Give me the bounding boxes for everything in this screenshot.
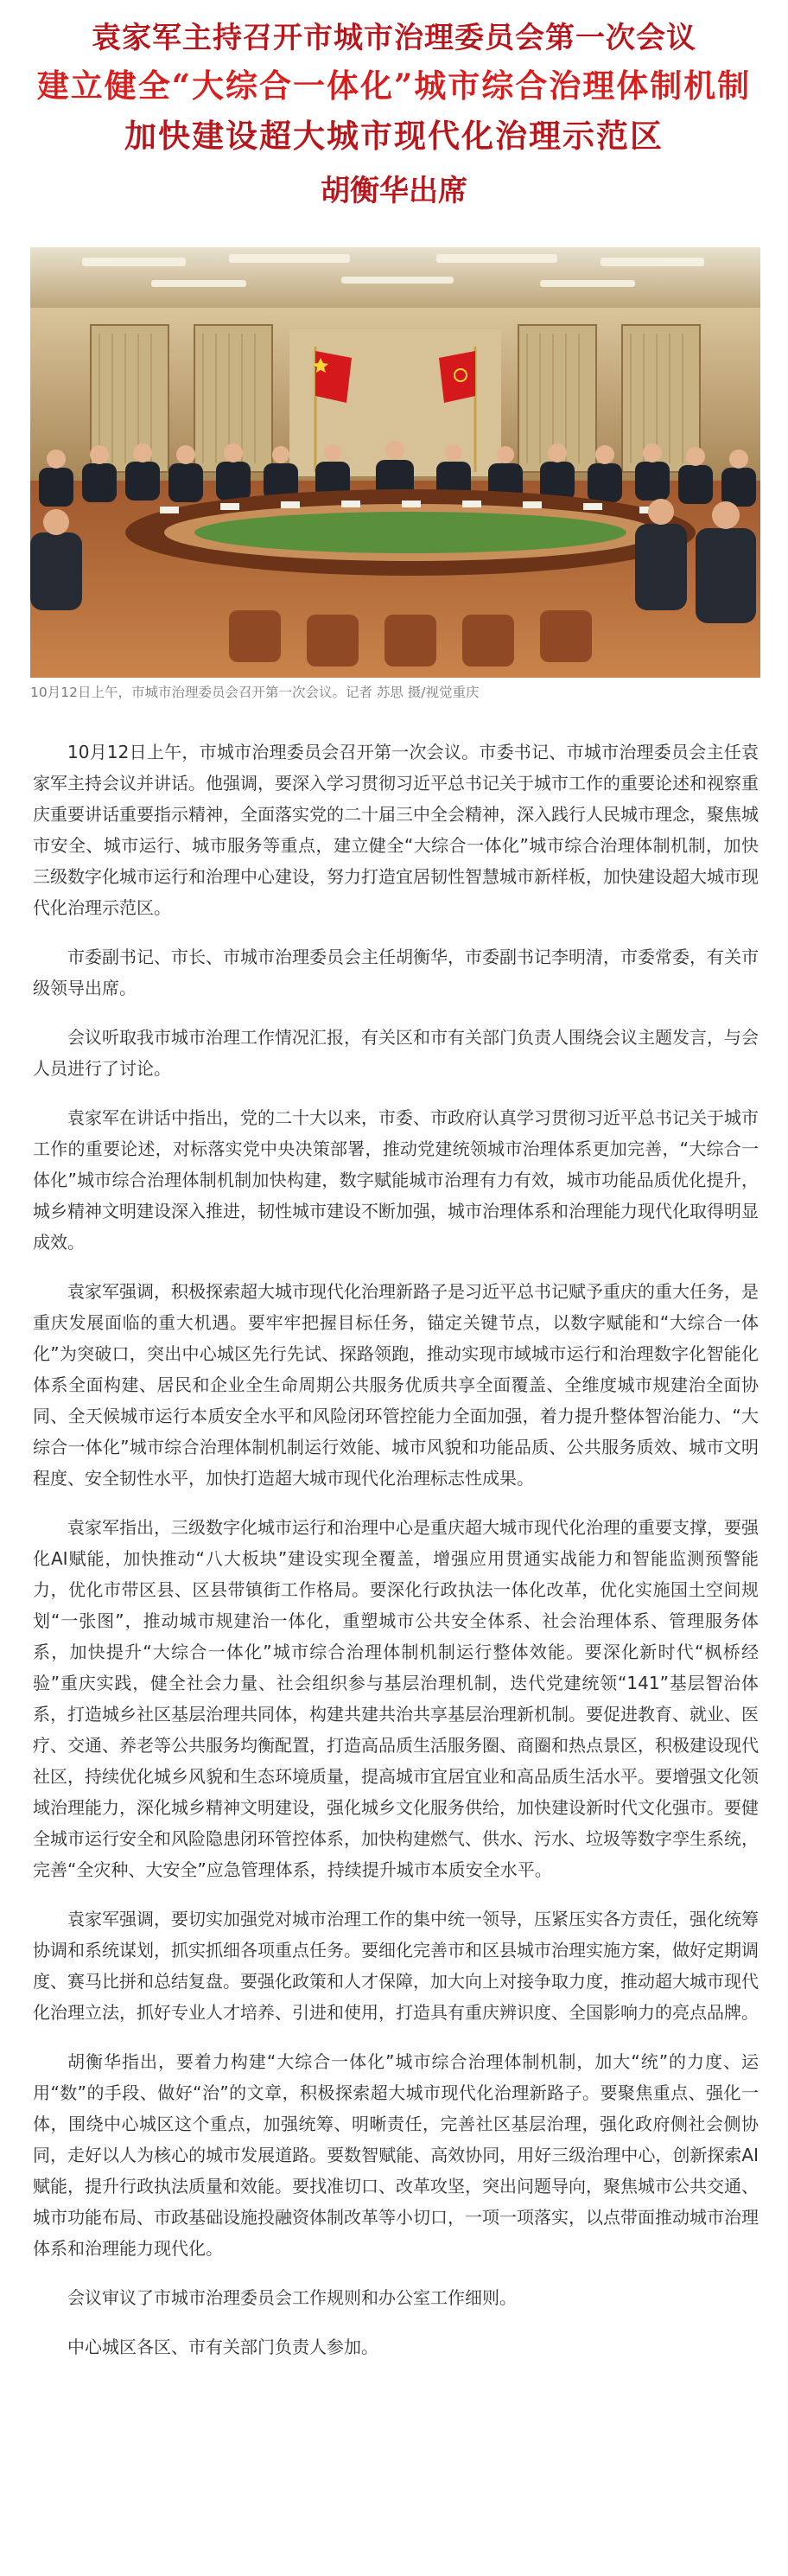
paragraph: 会议审议了市城市治理委员会工作规则和办公室工作细则。 [67,2287,517,2308]
headline-line-2: 建立健全“大综合一体化”城市综合治理体制机制 [36,67,752,105]
paragraph: 市委副书记、市长、市城市治理委员会主任胡衡华，市委副书记李明清，市委常委，有关市级领导出席。 [33,947,759,998]
paragraph: 中心城区各区、市有关部门负责人参加。 [67,2337,378,2357]
headline-line-3: 加快建设超大城市现代化治理示范区 [124,117,664,155]
paragraph: 10月12日上午，市城市治理委员会召开第一次会议。市委书记、市城市治理委员会主任袁家军主持会议并讲话。他强调，要深入学习贯彻习近平总书记关于城市工作的重要论述和视察重庆重要讲话重要指示精神，全面落实党的二十届三中全会精神，深入践行人民城市理念，聚焦城市安全、城市运行、城市服务等重点，建立健全“大综合一体化”城市综合治理体制机制，加快三级数字化城市运行和治理中心建设，努力打造宜居韧性智慧城市新样板，加快建设超大城市现代化治理示范区。 [33,742,759,918]
headline-block [0,0,788,213]
paragraph: 袁家军在讲话中指出，党的二十大以来，市委、市政府认真学习贯彻习近平总书记关于城市工作的重要论述，对标落实党中央决策部署，推动党建统领城市治理体系更加完善，“大综合一体化”城市综合治理体制机制加快构建，数字赋能城市治理有力有效，城市功能品质优化提升，城乡精神文明建设深入推进，韧性城市建设不断加强，城市治理体系和治理能力现代化取得明显成效。 [33,1107,759,1253]
paragraph: 袁家军指出，三级数字化城市运行和治理中心是重庆超大城市现代化治理的重要支撑，要强化AI赋能，加快推动“八大板块”建设实现全覆盖，增强应用贯通实战能力和智能监测预警能力，优化市带区县、区县带镇街工作格局。要深化行政执法一体化改革，优化实施国土空间规划“一张图”，推动城市规建治一体化，重塑城市公共安全体系、社会治理体系、管理服务体系，加快提升“大综合一体化”城市综合治理体制机制运行整体效能。要深化新时代“枫桥经验”重庆实践，健全社会力量、社会组织参与基层治理机制，迭代党建统领“141”基层智治体系，打造城乡社区基层治理共同体，构建共建共治共享基层治理新机制。要促进教育、就业、医疗、交通、养老等公共服务均衡配置，打造高品质生活服务圈、商圈和热点景区，积极建设现代社区，持续优化城乡风貌和生态环境质量，提高城市宜居宜业和高品质生活水平。要增强文化领域治理能力，深化城乡精神文明建设，强化城乡文化服务供给，加快建设新时代文化强市。要健全城市运行安全和风险隐患闭环管控体系，加快构建燃气、供水、污水、垃圾等数字孪生系统，完善“全灾种、大安全”应急管理体系，持续提升城市本质安全水平。 [33,1517,759,1880]
byline: 胡衡华出席 [321,174,467,208]
photo-caption: 10月12日上午，市城市治理委员会召开第一次会议。记者 苏思 摄/视觉重庆 [30,685,480,700]
paragraph: 会议听取我市城市治理工作情况汇报，有关区和市有关部门负责人围绕会议主题发言，与会人员进行了讨论。 [33,1027,759,1079]
meeting-photo [30,247,760,678]
paragraph: 胡衡华指出，要着力构建“大综合一体化”城市综合治理体制机制，加大“统”的力度、运用“数”的手段、做好“治”的文章，积极探索超大城市现代化治理新路子。要聚焦重点、强化一体，围绕中心城区这个重点，加强统筹、明晰责任，完善社区基层治理，强化政府侧社会侧协同，走好以人为核心的城市发展道路。要数智赋能、高效协同，用好三级治理中心，创新探索AI赋能，提升行政执法质量和效能。要找准切口、改革攻坚，突出问题导向，聚焦城市公共交通、城市功能布局、市政基础设施投融资体制改革等小切口，一项一项落实，以点带面推动城市治理体系和治理能力现代化。 [33,2051,759,2259]
paragraph: 袁家军强调，积极探索超大城市现代化治理新路子是习近平总书记赋予重庆的重大任务，是重庆发展面临的重大机遇。要牢牢把握目标任务，锚定关键节点，以数字赋能和“大综合一体化”为突破口，突出中心城区先行先试、探路领跑，推动实现市域城市运行和治理数字化智能化体系全面构建、居民和企业全生命周期公共服务优质共享全面覆盖、全维度城市规建治全面协同、全天候城市运行本质安全水平和风险闭环管控能力全面加强，着力提升整体智治能力、“大综合一体化”城市综合治理体制机制运行效能、城市风貌和功能品质、公共服务质效、城市文明程度、安全韧性水平，加快打造超大城市现代化治理标志性成果。 [33,1281,759,1489]
headline-line-1: 袁家军主持召开市城市治理委员会第一次会议 [92,21,696,55]
paragraph: 袁家军强调，要切实加强党对城市治理工作的集中统一领导，压紧压实各方责任，强化统筹协调和系统谋划，抓实抓细各项重点任务。要细化完善市和区县城市治理实施方案，做好定期调度、赛马比拼和总结复盘。要强化政策和人才保障，加大向上对接争取力度，推动超大城市现代化治理立法，抓好专业人才培养、引进和使用，打造具有重庆辨识度、全国影响力的亮点品牌。 [33,1909,759,2023]
article-body [33,736,759,2381]
